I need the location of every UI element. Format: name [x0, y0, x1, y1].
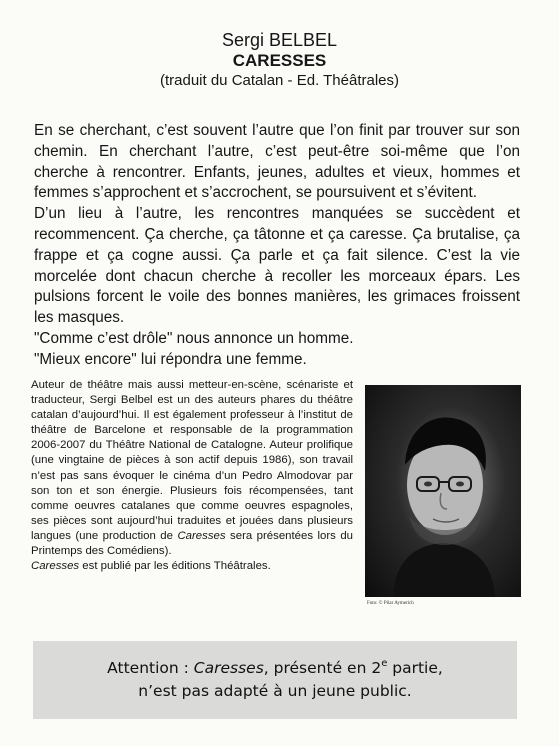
portrait-illustration [365, 385, 521, 597]
warning-play-title: Caresses [193, 659, 264, 677]
play-title: CARESSES [232, 51, 327, 70]
author-photo-block [365, 385, 521, 606]
synopsis-paragraph-1: En se cherchant, c’est souvent l’autre que l’on finit par trouver sur son chemin. En cherchant l’autre, c’est peut-être soi-même que l’on cherche à rencontrer. Enfants, jeunes, adultes et vieux, hommes et femmes s’approchent et s’accrochent, se poursuivent et s’évitent. [34, 122, 520, 202]
translation-note: (traduit du Catalan - Ed. Théâtrales) [159, 72, 399, 89]
warning-banner [33, 641, 517, 719]
quote-man: "Comme c’est drôle" nous annonce un homme. [34, 329, 354, 347]
warning-text-a: , présenté en 2 [263, 659, 382, 677]
warning-line-2: n’est pas adapté à un jeune public. [138, 682, 412, 700]
warning-line-1 [107, 657, 443, 680]
bio-text-end: sera présentées lors du Printemps des Comédiens). [31, 529, 353, 558]
warning-superscript: e [381, 658, 388, 669]
synopsis [34, 121, 520, 371]
warning-text-b: partie, [387, 659, 443, 677]
header [0, 30, 559, 90]
synopsis-paragraph-2: D’un lieu à l’autre, les rencontres manquées se succèdent et recommencent. Ça cherche, ça tâtonne et ça caresse. Ça brutalise, ça frappe et ça cogne aussi. Ça parle et ça fait silence. C’est la vie morcelée dont chacun cherche à recoller les morceaux épars. Les pulsions forcent le voile des bonnes manières, les grimaces froissent les masques. [34, 205, 520, 327]
warning-label: Attention : [107, 659, 194, 677]
bio-play-title: Caresses [177, 529, 226, 542]
bio-text-start: Auteur de théâtre mais aussi metteur-en-scène, scénariste et traducteur, Sergi Belbel est un des auteurs phares du théâtre catalan d’aujourd’hui. Il est également professeur à l’institut de théâtre de Barcelone et responsable de la programmation 2006-2007 du Théâtre National de Catalogne. Auteur prolifique (une vingtaine de pièces à son actif depuis 1986), son travail n’est pas sans évoquer le cinéma d’un Pedro Almodovar par son ton et son énergie. Plusieurs fois récompensées, tant comme oeuvres catalanes que comme oeuvres espagnoles, ses pièces sont aujourd’hui traduites et jouées dans plusieurs langues (une production de [31, 379, 353, 542]
author-photo [365, 385, 521, 597]
photo-credit: Foto: © Pilar Aymerich [367, 601, 414, 606]
bio-publisher-title: Caresses [31, 560, 80, 573]
quote-woman: "Mieux encore" lui répondra une femme. [34, 350, 307, 368]
bio-publisher-text: est publié par les éditions Théâtrales. [79, 560, 271, 573]
author-biography [31, 378, 353, 574]
author-name: Sergi BELBEL [221, 30, 338, 50]
